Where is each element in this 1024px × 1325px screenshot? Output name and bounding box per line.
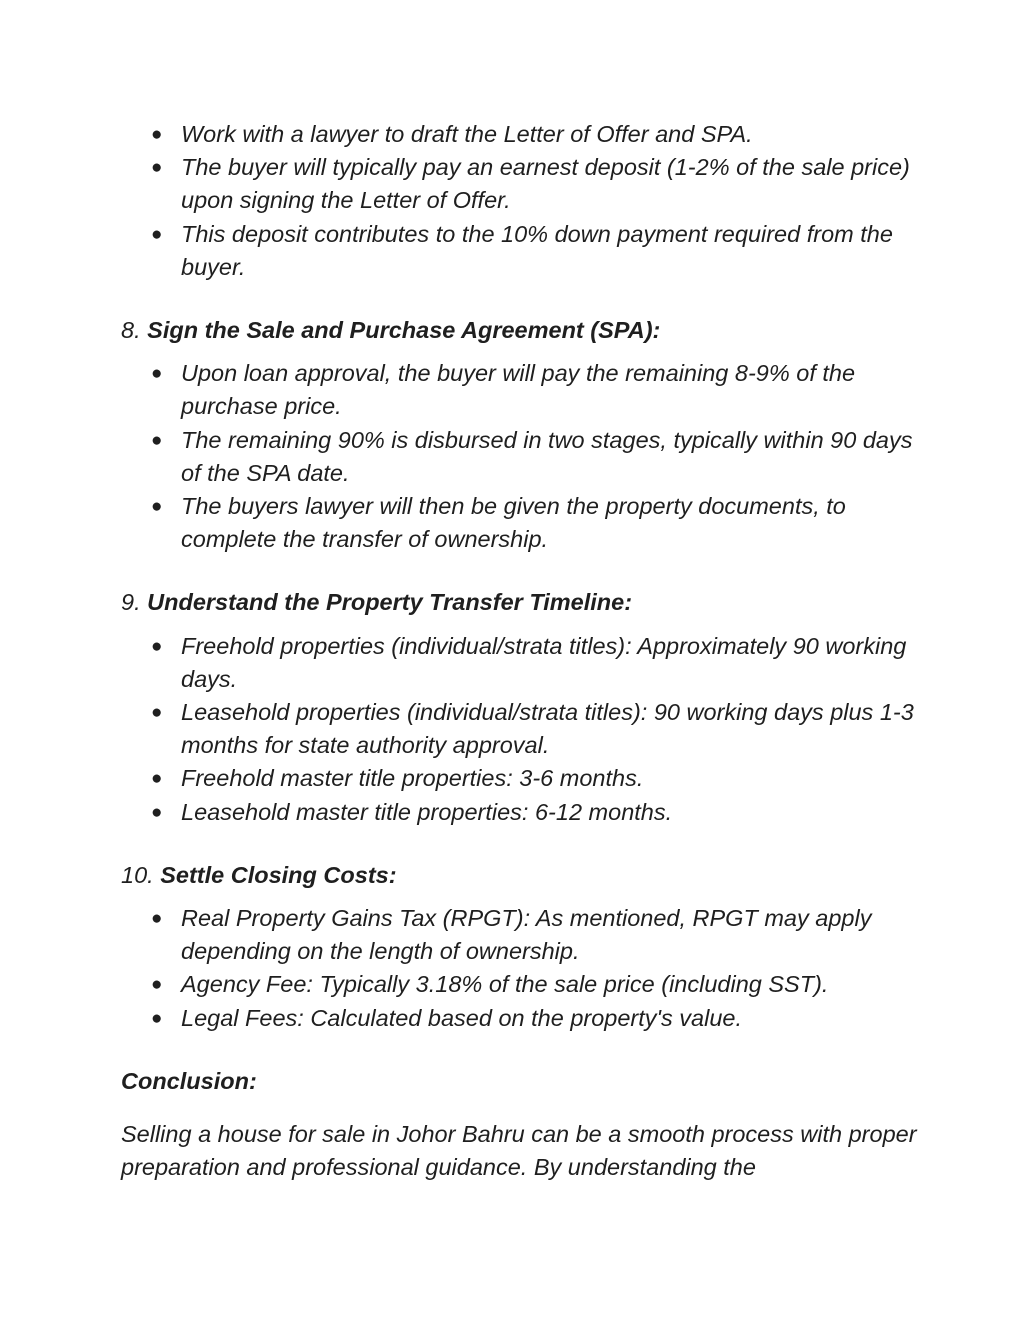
list-item: ● The buyers lawyer will then be given the property documents, to complete the transfer of ownership. bbox=[121, 490, 921, 556]
list-item: ● Upon loan approval, the buyer will pay the remaining 8-9% of the purchase price. bbox=[121, 357, 921, 423]
list-item: ● Legal Fees: Calculated based on the property's value. bbox=[121, 1002, 921, 1035]
list-item: ● This deposit contributes to the 10% down payment required from the buyer. bbox=[121, 218, 921, 284]
section-10-bullet-list bbox=[121, 902, 921, 1035]
section-8-bullet-list bbox=[121, 357, 921, 556]
section-heading-9 bbox=[121, 586, 921, 619]
section-number: 9. bbox=[121, 589, 141, 616]
bullet-icon: ● bbox=[151, 768, 163, 790]
section-heading-8 bbox=[121, 314, 921, 347]
bullet-icon: ● bbox=[151, 801, 163, 823]
list-item: ● Freehold properties (individual/strata titles): Approximately 90 working days. bbox=[121, 630, 921, 696]
bullet-icon: ● bbox=[151, 908, 163, 930]
bullet-icon: ● bbox=[151, 974, 163, 996]
section-title: Understand the Property Transfer Timeline: bbox=[147, 589, 633, 616]
section-title: Sign the Sale and Purchase Agreement (SPA): bbox=[147, 317, 661, 344]
section-title: Settle Closing Costs: bbox=[160, 861, 397, 888]
section-heading-10 bbox=[121, 859, 921, 892]
bullet-icon: ● bbox=[151, 157, 163, 179]
bullet-icon: ● bbox=[151, 124, 163, 145]
bullet-icon: ● bbox=[151, 496, 163, 518]
bullet-icon: ● bbox=[151, 223, 163, 245]
list-item: ● Agency Fee: Typically 3.18% of the sale price (including SST). bbox=[121, 968, 921, 1001]
section-number: 8. bbox=[121, 317, 141, 344]
conclusion-paragraph: Selling a house for sale in Johor Bahru can be a smooth process with proper preparation and professional guidance. By understanding the bbox=[121, 1121, 917, 1181]
bullet-icon: ● bbox=[151, 1007, 163, 1029]
bullet-icon: ● bbox=[151, 363, 163, 385]
list-item: ● The buyer will typically pay an earnest deposit (1-2% of the sale price) upon signing the Letter of Offer. bbox=[121, 151, 921, 217]
list-item: ● Leasehold properties (individual/strata titles): 90 working days plus 1-3 months for state authority approval. bbox=[121, 696, 921, 762]
section-9-bullet-list bbox=[121, 630, 921, 829]
section-number: 10. bbox=[121, 861, 154, 888]
bullet-icon: ● bbox=[151, 429, 163, 451]
list-item: ● Leasehold master title properties: 6-12 months. bbox=[121, 796, 921, 829]
list-item: ● Work with a lawyer to draft the Letter of Offer and SPA. bbox=[121, 118, 921, 151]
list-item: ● Freehold master title properties: 3-6 months. bbox=[121, 762, 921, 795]
bullet-icon: ● bbox=[151, 635, 163, 657]
list-item: ● The remaining 90% is disbursed in two stages, typically within 90 days of the SPA date. bbox=[121, 424, 921, 490]
intro-bullet-list bbox=[121, 118, 921, 284]
document-page bbox=[121, 118, 921, 1184]
conclusion-heading: Conclusion: bbox=[121, 1067, 257, 1094]
list-item: ● Real Property Gains Tax (RPGT): As mentioned, RPGT may apply depending on the length of ownership. bbox=[121, 902, 921, 968]
bullet-icon: ● bbox=[151, 702, 163, 724]
